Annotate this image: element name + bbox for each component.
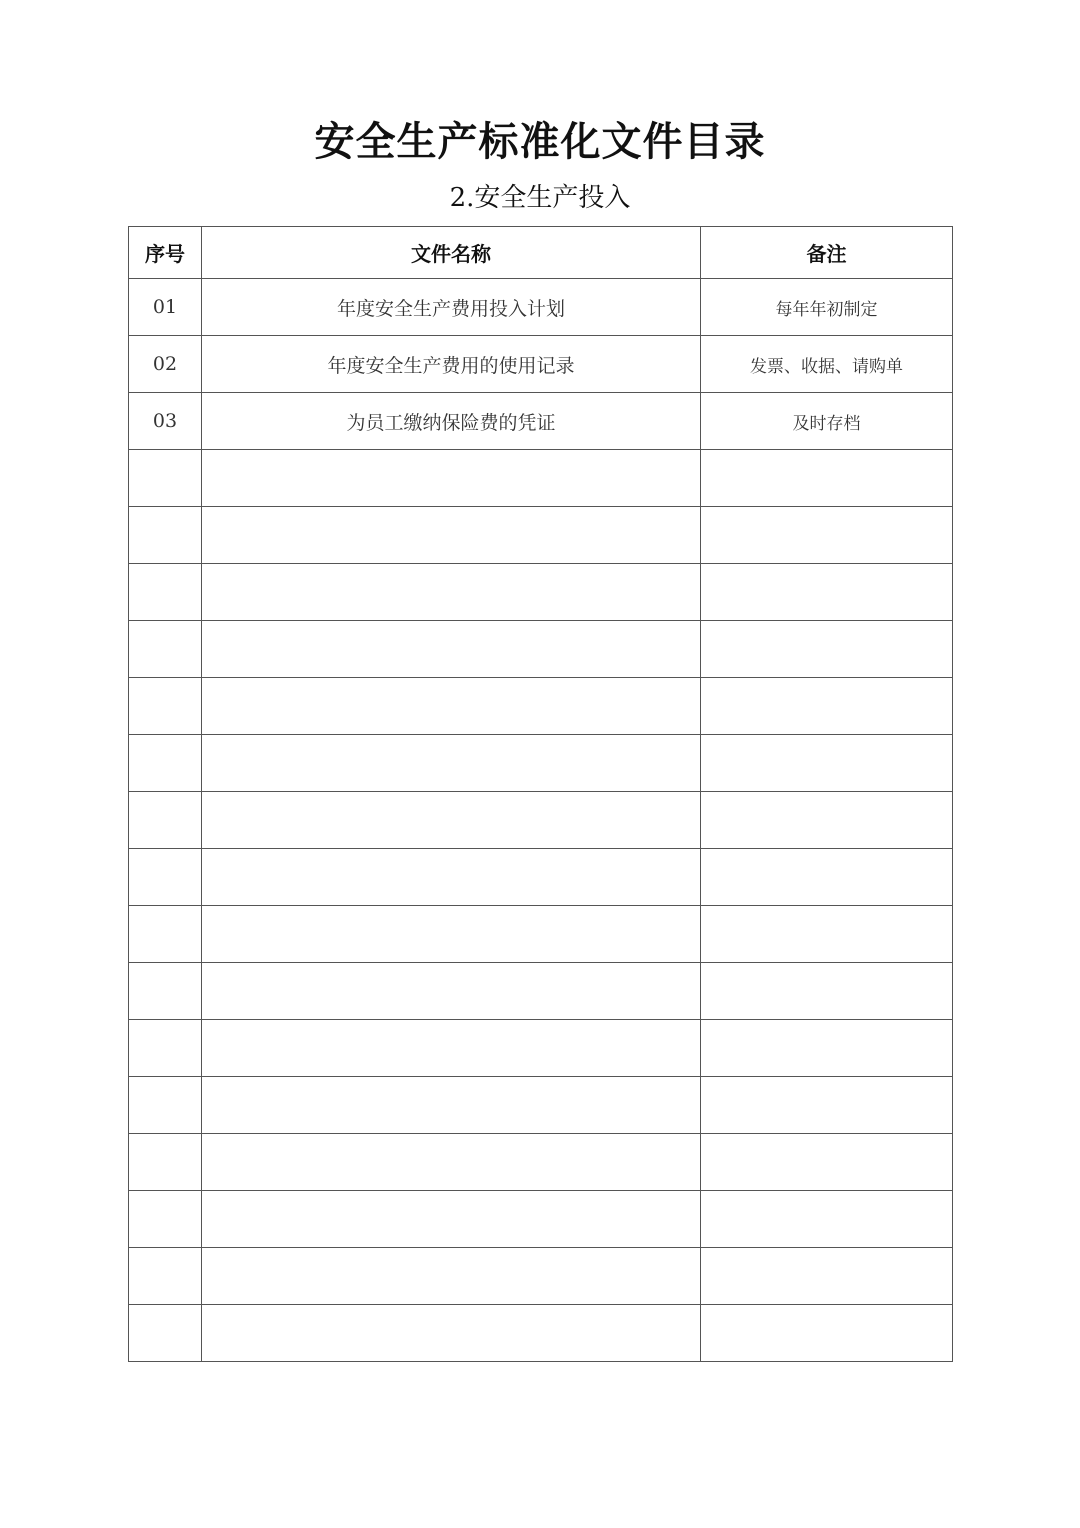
cell-remarks: 每年年初制定 (701, 279, 953, 336)
cell-serial-number (129, 906, 202, 963)
table-row (129, 336, 953, 393)
cell-remarks (701, 564, 953, 621)
table-body (129, 279, 953, 1362)
cell-remarks (701, 450, 953, 507)
cell-serial-number: 01 (129, 279, 202, 336)
cell-file-name (202, 450, 701, 507)
header-remarks: 备注 (701, 227, 953, 279)
cell-remarks (701, 849, 953, 906)
file-catalog-table (128, 226, 953, 1362)
cell-serial-number (129, 1191, 202, 1248)
cell-file-name (202, 1305, 701, 1362)
cell-serial-number (129, 963, 202, 1020)
table-row (129, 906, 953, 963)
cell-remarks (701, 1077, 953, 1134)
cell-file-name (202, 735, 701, 792)
cell-remarks (701, 621, 953, 678)
cell-serial-number (129, 1305, 202, 1362)
table-row (129, 678, 953, 735)
table-row (129, 564, 953, 621)
table-row (129, 1077, 953, 1134)
cell-file-name (202, 1248, 701, 1305)
cell-remarks (701, 1134, 953, 1191)
table-row (129, 507, 953, 564)
cell-file-name (202, 906, 701, 963)
cell-file-name: 年度安全生产费用投入计划 (202, 279, 701, 336)
cell-serial-number: 02 (129, 336, 202, 393)
cell-file-name (202, 1077, 701, 1134)
document-subtitle: 2.安全生产投入 (449, 183, 631, 213)
header-file-name: 文件名称 (202, 227, 701, 279)
cell-file-name (202, 849, 701, 906)
cell-remarks (701, 1020, 953, 1077)
cell-serial-number (129, 1248, 202, 1305)
cell-file-name: 年度安全生产费用的使用记录 (202, 336, 701, 393)
table-row (129, 963, 953, 1020)
cell-serial-number (129, 678, 202, 735)
table-row (129, 1248, 953, 1305)
cell-serial-number (129, 792, 202, 849)
table-row (129, 1020, 953, 1077)
cell-remarks: 发票、收据、请购单 (701, 336, 953, 393)
table-row (129, 450, 953, 507)
cell-remarks (701, 1191, 953, 1248)
table-row (129, 279, 953, 336)
cell-remarks (701, 963, 953, 1020)
cell-file-name (202, 564, 701, 621)
cell-file-name (202, 1191, 701, 1248)
cell-serial-number (129, 450, 202, 507)
table-row (129, 1305, 953, 1362)
cell-serial-number (129, 564, 202, 621)
table-row (129, 1191, 953, 1248)
table-row (129, 735, 953, 792)
cell-serial-number (129, 507, 202, 564)
cell-file-name (202, 678, 701, 735)
cell-remarks (701, 1305, 953, 1362)
cell-file-name (202, 507, 701, 564)
cell-serial-number: 03 (129, 393, 202, 450)
cell-remarks (701, 906, 953, 963)
cell-file-name (202, 792, 701, 849)
cell-serial-number (129, 849, 202, 906)
header-serial-number: 序号 (129, 227, 202, 279)
cell-remarks (701, 678, 953, 735)
cell-serial-number (129, 1020, 202, 1077)
cell-file-name: 为员工缴纳保险费的凭证 (202, 393, 701, 450)
cell-file-name (202, 1020, 701, 1077)
cell-remarks (701, 1248, 953, 1305)
cell-remarks: 及时存档 (701, 393, 953, 450)
table-row (129, 849, 953, 906)
cell-remarks (701, 792, 953, 849)
table-row (129, 621, 953, 678)
cell-serial-number (129, 1134, 202, 1191)
cell-remarks (701, 735, 953, 792)
document-title: 安全生产标准化文件目录 (314, 119, 766, 165)
table-row (129, 393, 953, 450)
cell-remarks (701, 507, 953, 564)
cell-file-name (202, 963, 701, 1020)
cell-serial-number (129, 1077, 202, 1134)
cell-file-name (202, 1134, 701, 1191)
cell-file-name (202, 621, 701, 678)
table-row (129, 792, 953, 849)
table-row (129, 1134, 953, 1191)
cell-serial-number (129, 735, 202, 792)
cell-serial-number (129, 621, 202, 678)
table-header-row (129, 227, 953, 279)
